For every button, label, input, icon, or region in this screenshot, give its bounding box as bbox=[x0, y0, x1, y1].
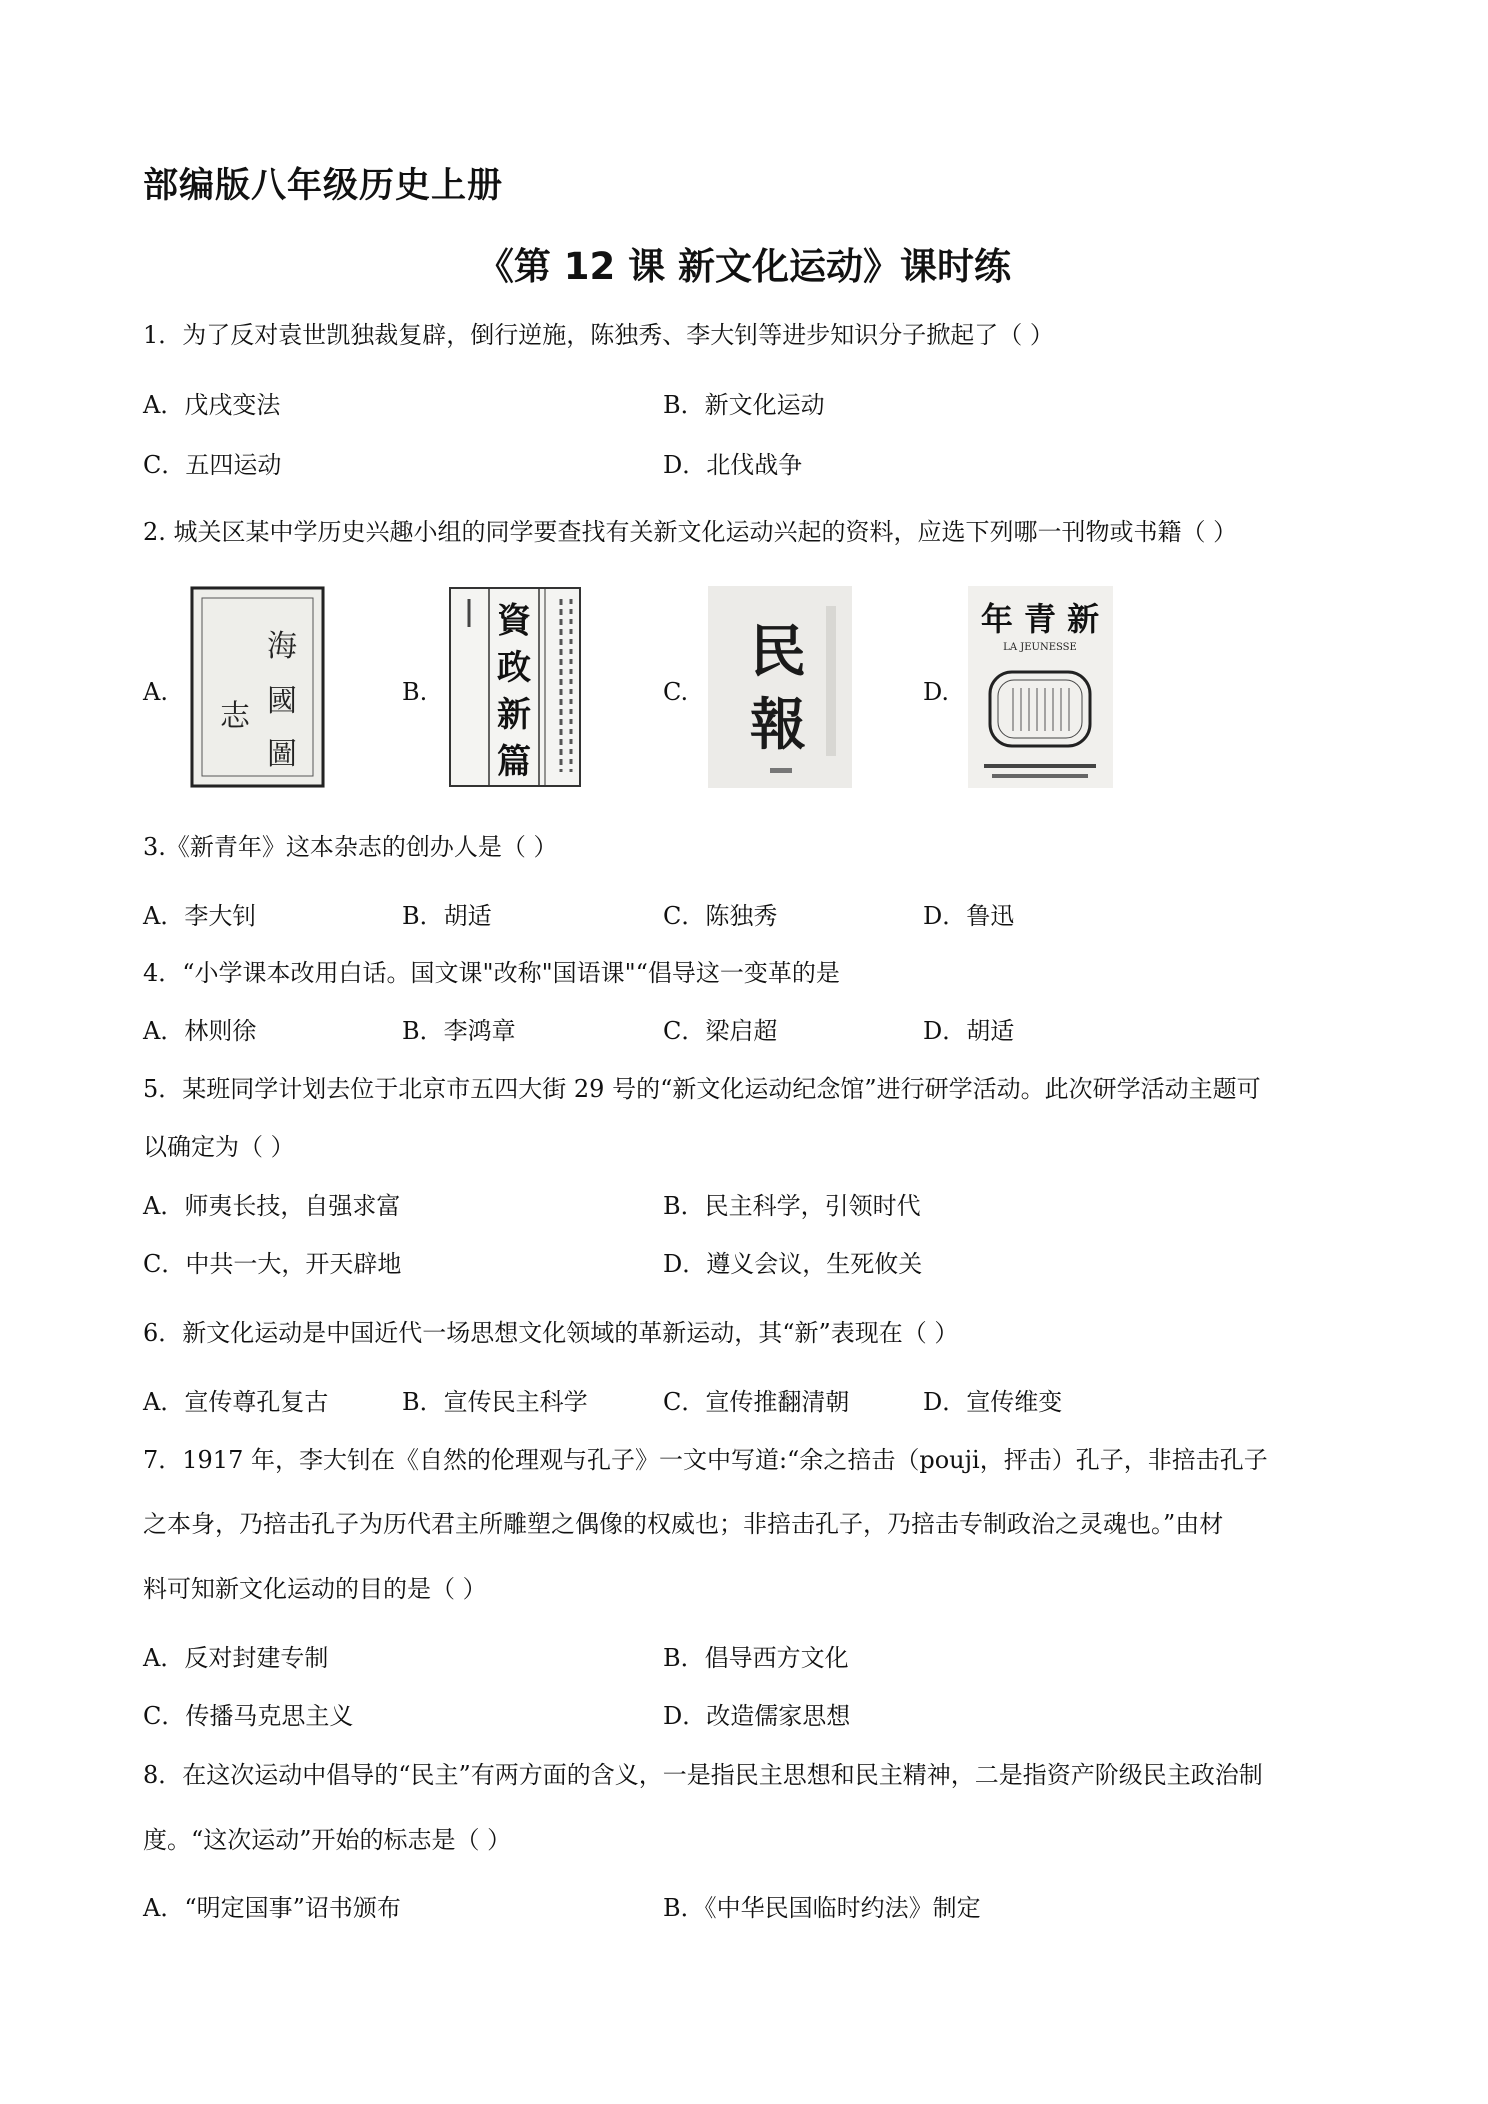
cover-char: 新 bbox=[497, 695, 531, 735]
question-1-option-c[interactable]: C．五四运动 bbox=[143, 451, 282, 479]
question-1-stem: 1．为了反对袁世凯独裁复辟，倒行逆施，陈独秀、李大钊等进步知识分子掀起了（ ） bbox=[143, 321, 1054, 349]
question-1-option-b[interactable]: B．新文化运动 bbox=[663, 391, 825, 419]
cover-char: 民 bbox=[750, 619, 806, 685]
cover-char: 志 bbox=[220, 699, 250, 734]
question-2-option-a[interactable]: A. bbox=[143, 678, 168, 706]
question-3-option-c[interactable]: C．陈独秀 bbox=[663, 902, 778, 930]
cover-char: 資 bbox=[497, 601, 531, 641]
question-1-option-d[interactable]: D．北伐战争 bbox=[663, 451, 803, 479]
cover-char: 政 bbox=[497, 648, 531, 688]
question-3-option-d[interactable]: D．鲁迅 bbox=[923, 902, 1015, 930]
question-6-option-b[interactable]: B．宣传民主科学 bbox=[402, 1388, 588, 1416]
book-cover-image bbox=[449, 587, 581, 787]
question-7-stem-line-2: 之本身，乃掊击孔子为历代君主所雕塑之偶像的权威也；非掊击孔子，乃掊击专制政治之灵魂也。”由材 bbox=[143, 1510, 1224, 1538]
question-3-option-b[interactable]: B．胡适 bbox=[402, 902, 492, 930]
question-4-option-b[interactable]: B．李鸿章 bbox=[402, 1017, 516, 1045]
question-5-stem-line-1: 5．某班同学计划去位于北京市五四大街 29 号的“新文化运动纪念馆”进行研学活动。此次研学活动主题可 bbox=[143, 1075, 1261, 1103]
question-7-stem-line-1: 7．1917 年，李大钊在《自然的伦理观与孔子》一文中写道:“余之掊击（pouji，抨击）孔子，非掊击孔子 bbox=[143, 1446, 1268, 1474]
question-2-option-b[interactable]: B. bbox=[402, 678, 428, 706]
question-8-stem-line-2: 度。“这次运动”开始的标志是（ ） bbox=[143, 1826, 512, 1854]
question-8-option-a[interactable]: A．“明定国事”诏书颁布 bbox=[143, 1894, 401, 1922]
page-subtitle: 部编版八年级历史上册 bbox=[143, 166, 504, 206]
question-2-option-c[interactable]: C. bbox=[663, 678, 689, 706]
question-2-stem: 2. 城关区某中学历史兴趣小组的同学要查找有关新文化运动兴起的资料，应选下列哪一刊物或书籍（ ） bbox=[143, 518, 1238, 546]
question-5-option-a[interactable]: A．师夷长技，自强求富 bbox=[143, 1192, 401, 1220]
question-7-stem-line-3: 料可知新文化运动的目的是（ ） bbox=[143, 1575, 487, 1603]
question-5-stem-line-2: 以确定为（ ） bbox=[143, 1133, 295, 1161]
question-4-option-d[interactable]: D．胡适 bbox=[923, 1017, 1015, 1045]
question-6-option-a[interactable]: A．宣传尊孔复古 bbox=[143, 1388, 329, 1416]
question-7-option-b[interactable]: B．倡导西方文化 bbox=[663, 1644, 849, 1672]
question-8-option-b[interactable]: B．《中华民国临时约法》制定 bbox=[663, 1894, 981, 1922]
question-7-option-a[interactable]: A．反对封建专制 bbox=[143, 1644, 329, 1672]
question-5-option-b[interactable]: B．民主科学，引领时代 bbox=[663, 1192, 921, 1220]
question-6-stem: 6．新文化运动是中国近代一场思想文化领域的革新运动，其“新”表现在（ ） bbox=[143, 1319, 959, 1347]
question-2-option-d[interactable]: D. bbox=[923, 678, 950, 706]
cover-char: 海 bbox=[267, 629, 297, 664]
question-1-option-a[interactable]: A．戊戌变法 bbox=[143, 391, 281, 419]
question-5-option-d[interactable]: D．遵义会议，生死攸关 bbox=[663, 1250, 923, 1278]
page-title: 《第 12 课 新文化运动》课时练 bbox=[476, 245, 1012, 288]
question-3-option-a[interactable]: A．李大钊 bbox=[143, 902, 257, 930]
question-4-stem: 4．“小学课本改用白话。国文课"改称"国语课"“倡导这一变革的是 bbox=[143, 959, 840, 987]
magazine-cover-image bbox=[968, 586, 1113, 788]
question-3-stem: 3.《新青年》这本杂志的创办人是（ ） bbox=[143, 833, 558, 861]
cover-char: 篇 bbox=[497, 742, 531, 782]
question-6-option-c[interactable]: C．宣传推翻清朝 bbox=[663, 1388, 850, 1416]
cover-char: 報 bbox=[750, 692, 806, 758]
question-4-option-c[interactable]: C．梁启超 bbox=[663, 1017, 778, 1045]
cover-masthead-latin: LA JEUNESSE bbox=[1003, 642, 1077, 653]
cover-char: 國 bbox=[267, 684, 297, 719]
question-6-option-d[interactable]: D．宣传维变 bbox=[923, 1388, 1063, 1416]
newspaper-cover-image bbox=[708, 586, 852, 788]
book-cover-image bbox=[190, 586, 325, 788]
question-8-stem-line-1: 8．在这次运动中倡导的“民主”有两方面的含义，一是指民主思想和民主精神，二是指资产阶级民主政治制 bbox=[143, 1761, 1263, 1789]
question-7-option-c[interactable]: C．传播马克思主义 bbox=[143, 1702, 354, 1730]
question-7-option-d[interactable]: D．改造儒家思想 bbox=[663, 1702, 851, 1730]
question-5-option-c[interactable]: C．中共一大，开天辟地 bbox=[143, 1250, 402, 1278]
question-4-option-a[interactable]: A．林则徐 bbox=[143, 1017, 257, 1045]
cover-char: 圖 bbox=[267, 737, 297, 772]
cover-masthead: 年 青 新 bbox=[980, 600, 1100, 638]
